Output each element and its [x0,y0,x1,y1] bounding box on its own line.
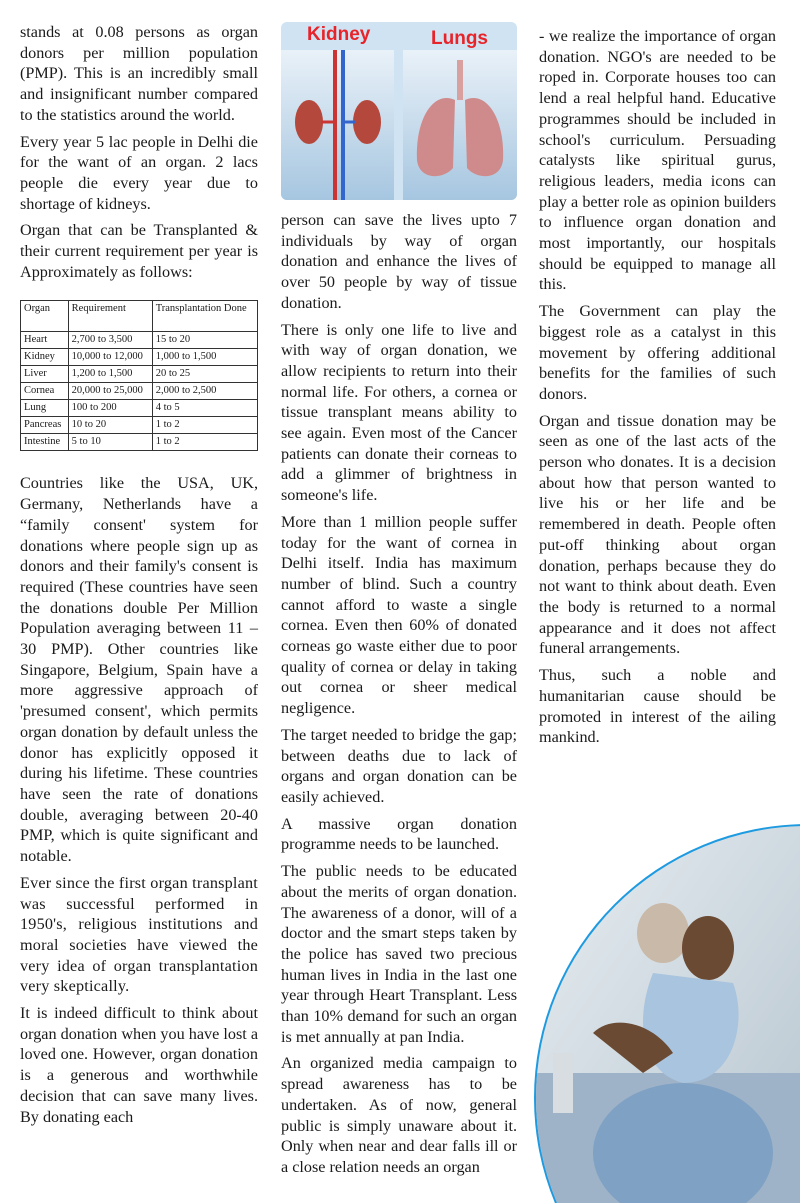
paragraph: The Government can play the biggest role as a catalyst in this movement by offering additional benefits for the families of such donors. [539,302,776,403]
kidney-icon [281,50,394,200]
paragraph: Thus, such a noble and humanitarian cause should be promoted in interest of the ailing mankind. [539,666,776,747]
paragraph: Countries like the USA, UK, Germany, Netherlands have a “family consent' system for donations where people sign up as donors and their family's consent is required (These countries have seen the donations double Per Million Population averaging between 11 – 30 PMP). Other countries like Singapore, Belgium, Spain have a more aggressive approach of 'presumed consent', which permits organ donation by default unless the donor has explicitly opposed it during his lifetime. These countries have seen the rate of donations double, averaging between 20-40 PMP, which is quite significant and notable. [20,474,258,866]
paragraph: person can save the lives upto 7 individuals by way of organ donation and enhance the lives of over 50 people by way of tissue donation. [281,211,517,312]
table-cell: Kidney [21,349,69,366]
paragraph: The public needs to be educated about the merits of organ donation. The awareness of a donor, will of a doctor and the smart steps taken by the police has saved two precious human lives in India in the last one year through Heart Transplant. Less than 10% demand for such an organ is met annually at pan India. [281,862,517,1046]
table-row [21,383,258,400]
table-header: Requirement [68,301,152,332]
table-cell: 10,000 to 12,000 [68,349,152,366]
hospital-hug-photo [533,823,800,1203]
hospital-photo-illustration [533,823,800,1203]
paragraph: stands at 0.08 persons as organ donors per million population (PMP). This is an incredibly small and insignificant number compared to the statistics around the world. [20,23,258,124]
paragraph: Organ that can be Transplanted & their current requirement per year is Approximately as follows: [20,221,258,281]
table-row [21,434,258,451]
table-row [21,366,258,383]
paragraph: It is indeed difficult to think about organ donation when you have lost a loved one. However, organ donation is a generous and worthwhile decision that can save many lives. By donating each [20,1004,258,1126]
table-header-row [21,301,258,332]
paragraph: An organized media campaign to spread awareness has to be undertaken. As of now, general public is simply unaware about it. Only when near and dear falls ill or a close relation needs an organ [281,1054,517,1176]
lungs-label: Lungs [431,28,488,49]
table-cell: 10 to 20 [68,417,152,434]
paragraph: There is only one life to live and with way of organ donation, we allow recipients to return into their normal life. For others, a cornea or tissue transplant means ability to see again. Even most of the Cancer patients can donate their corneas to add a glimmer of brightness in someone's life. [281,320,517,505]
organ-requirement-table [20,300,258,451]
paragraph: Ever since the first organ transplant was successful performed in 1950's, religious institutions and moral societies have viewed the very idea of organ transplantation very skeptically. [20,873,258,996]
column-3 [539,26,776,754]
table-row [21,417,258,434]
table-cell: Lung [21,400,69,417]
paragraph: - we realize the importance of organ donation. NGO's are needed to be roped in. Corporate houses too can lend a real helpful hand. Educative programmes should be included in school's curriculum. Persuading catalysts like spiritual gurus, religious leaders, media icons can play a better role as opinion builders to influence organ donation and most importantly, our hospitals should be equipped to manage all this. [539,27,776,294]
paragraph: Organ and tissue donation may be seen as one of the last acts of the person who donates. It is a decision about how that person wanted to live his or her life and be remembered in death. People often put-off thinking about organ donation, perhaps because they do not want to think about death. Even the body is returned to a normal appearance and it does not affect funeral arrangements. [539,411,776,658]
table-cell: 1 to 2 [152,434,257,451]
table-cell: 1,000 to 1,500 [152,349,257,366]
table-cell: 2,000 to 2,500 [152,383,257,400]
paragraph: A massive organ donation programme needs to be launched. [281,814,517,854]
paragraph: The target needed to bridge the gap; between deaths due to lack of organs and organ donation can be easily achieved. [281,725,517,806]
table-cell: Pancreas [21,417,69,434]
table-cell: Heart [21,332,69,349]
table-cell: 20 to 25 [152,366,257,383]
table-cell: 2,700 to 3,500 [68,332,152,349]
table-row [21,400,258,417]
table-cell: 1,200 to 1,500 [68,366,152,383]
paragraph: Every year 5 lac people in Delhi die for the want of an organ. 2 lacs people die every year due to shortage of kidneys. [20,132,258,213]
table-cell: 5 to 10 [68,434,152,451]
table-cell: Liver [21,366,69,383]
lungs-panel [403,50,517,200]
paragraph: More than 1 million people suffer today for the want of cornea in Delhi itself. India has maximum number of blind. Such a country cannot afford to waste a single cornea. Even then 60% of donated corneas go waste either due to poor quality of cornea or delay in taking out cornea or sheer medical negligence. [281,512,517,718]
table-header: Organ [21,301,69,332]
table-row [21,349,258,366]
kidney-label: Kidney [307,24,371,45]
table-cell: 100 to 200 [68,400,152,417]
table-row [21,332,258,349]
table-cell: 20,000 to 25,000 [68,383,152,400]
kidney-panel [281,50,394,200]
table-cell: Cornea [21,383,69,400]
lungs-icon [403,50,517,200]
column-2 [281,210,517,1184]
column-1 [20,22,258,1133]
table-cell: 4 to 5 [152,400,257,417]
table-cell: 15 to 20 [152,332,257,349]
table-cell: Intestine [21,434,69,451]
table-cell: 1 to 2 [152,417,257,434]
table-header: Transplantation Done [152,301,257,332]
kidney-lungs-illustration [281,22,517,200]
